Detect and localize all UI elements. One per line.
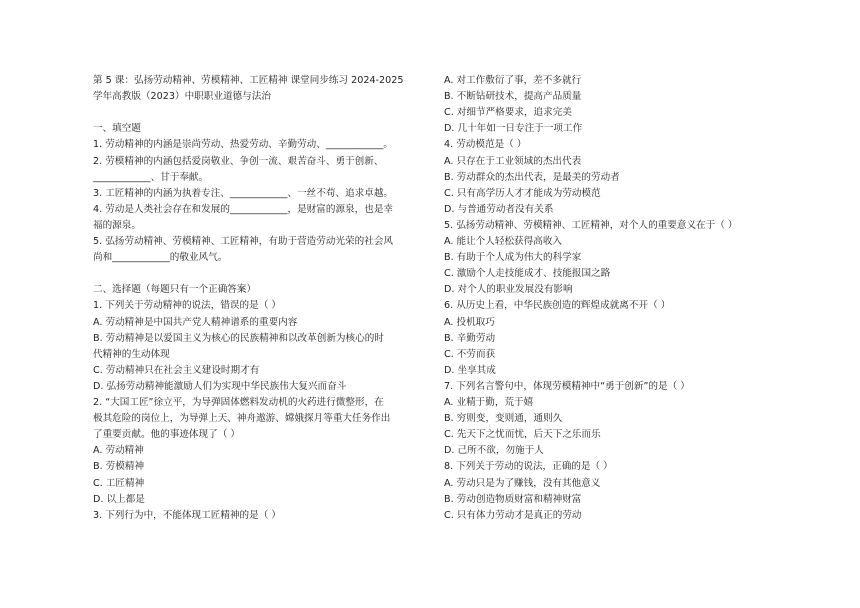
text-line: A. 能让个人轻松获得高收入: [444, 236, 563, 247]
text-line: D. 己所不欲，勿施于人: [444, 445, 544, 457]
text-line: 7. 下列名言警句中，体现劳模精神中“勇于创新”的是（ ）: [444, 380, 690, 392]
text-line: B. 有助于个人成为伟大的科学家: [444, 252, 582, 264]
text-line: 尚和____________的敬业风气。: [93, 252, 228, 264]
text-line: 一、填空题: [93, 123, 141, 135]
text-line: C. 只有体力劳动才是真正的劳动: [444, 509, 582, 521]
text-line: 3. 下列行为中，不能体现工匠精神的是（ ）: [93, 509, 281, 521]
text-line: 了重要贡献。他的事迹体现了（ ）: [93, 429, 240, 441]
text-line: D. 弘扬劳动精神能激励人们为实现中华民族伟大复兴而奋斗: [93, 380, 347, 392]
text-line: 1. 下列关于劳动精神的说法，错误的是（ ）: [93, 300, 281, 312]
text-line: 极其危险的岗位上，为导弹上天、神舟遨游、嫦娥探月等重大任务作出: [93, 413, 391, 425]
text-line: C. 不劳而获: [444, 348, 496, 360]
text-line: D. 对个人的职业发展没有影响: [444, 284, 573, 296]
text-line: B. 劳动精神是以爱国主义为核心的民族精神和以改革创新为核心的时: [93, 332, 384, 344]
text-line: D. 几十年如一日专注于一项工作: [444, 123, 583, 135]
text-line: B. 劳模精神: [93, 461, 145, 473]
text-line: 福的源泉。: [93, 219, 141, 231]
text-line: B. 劳动创造物质财富和精神财富: [444, 493, 582, 505]
text-line: A. 业精于勤，荒于嬉: [444, 397, 534, 408]
text-line: A. 劳动精神是中国共产党人精神谱系的重要内容: [93, 316, 298, 328]
text-line: B. 劳动群众的杰出代表，是最美的劳动者: [444, 171, 620, 183]
text-line: 4. 劳动是人类社会存在和发展的____________，是财富的源泉，也是幸: [93, 203, 394, 215]
text-line: C. 只有高学历人才才能成为劳动模范: [444, 187, 601, 199]
text-line: C. 对细节严格要求，追求完美: [444, 107, 572, 119]
text-line: A. 对工作敷衍了事，差不多就行: [444, 75, 582, 86]
text-line: C. 工匠精神: [93, 477, 145, 489]
text-line: B. 不断钻研技术，提高产品质量: [444, 91, 582, 103]
text-line: 学年高教版（2023）中职职业道德与法治: [93, 91, 271, 103]
text-line: A. 投机取巧: [444, 316, 495, 328]
text-line: 6. 从历史上看，中华民族创造的辉煌成就离不开（ ）: [444, 300, 671, 312]
text-line: 4. 劳动模范是（ ）: [444, 139, 527, 151]
text-line: 二、选择题（每题只有一个正确答案）: [93, 284, 257, 296]
text-line: B. 辛勤劳动: [444, 332, 496, 344]
text-line: C. 激励个人走技能成才、技能报国之路: [444, 268, 611, 280]
text-line: B. 穷则变，变则通，通则久: [444, 413, 563, 425]
text-line: A. 劳动精神: [93, 445, 144, 457]
text-line: D. 坐享其成: [444, 364, 496, 376]
text-line: C. 劳动精神只在社会主义建设时期才有: [93, 364, 260, 376]
text-line: D. 与普通劳动者没有关系: [444, 203, 554, 215]
text-line: 第 5 课：弘扬劳动精神、劳模精神、工匠精神 课堂同步练习 2024-2025: [93, 75, 404, 86]
text-line: A. 只存在于工业领域的杰出代表: [444, 155, 582, 167]
text-line: 代精神的生动体现: [93, 348, 170, 360]
text-line: D. 以上都是: [93, 493, 145, 505]
text-line: 1. 劳动精神的内涵是崇尚劳动、热爱劳动、辛勤劳动、____________。: [93, 139, 394, 151]
text-line: A. 劳动只是为了赚钱，没有其他意义: [444, 477, 601, 489]
text-line: 5. 弘扬劳动精神、劳模精神、工匠精神，有助于营造劳动光荣的社会风: [93, 236, 394, 247]
text-line: 8. 下列关于劳动的说法，正确的是（ ）: [444, 461, 613, 473]
text-line: ____________、甘于奉献。: [93, 171, 209, 183]
text-line: 3. 工匠精神的内涵为执着专注、____________、一丝不苟、追求卓越。: [93, 187, 394, 199]
text-line: C. 先天下之忧而忧，后天下之乐而乐: [444, 429, 601, 441]
text-line: 5. 弘扬劳动精神、劳模精神、工匠精神，对个人的重要意义在于（ ）: [444, 219, 738, 231]
text-line: 2. “大国工匠”徐立平，为导弹固体燃料发动机的火药进行微整形，在: [93, 397, 384, 408]
text-line: 2. 劳模精神的内涵包括爱岗敬业、争创一流、艰苦奋斗、勇于创新、: [93, 155, 384, 167]
